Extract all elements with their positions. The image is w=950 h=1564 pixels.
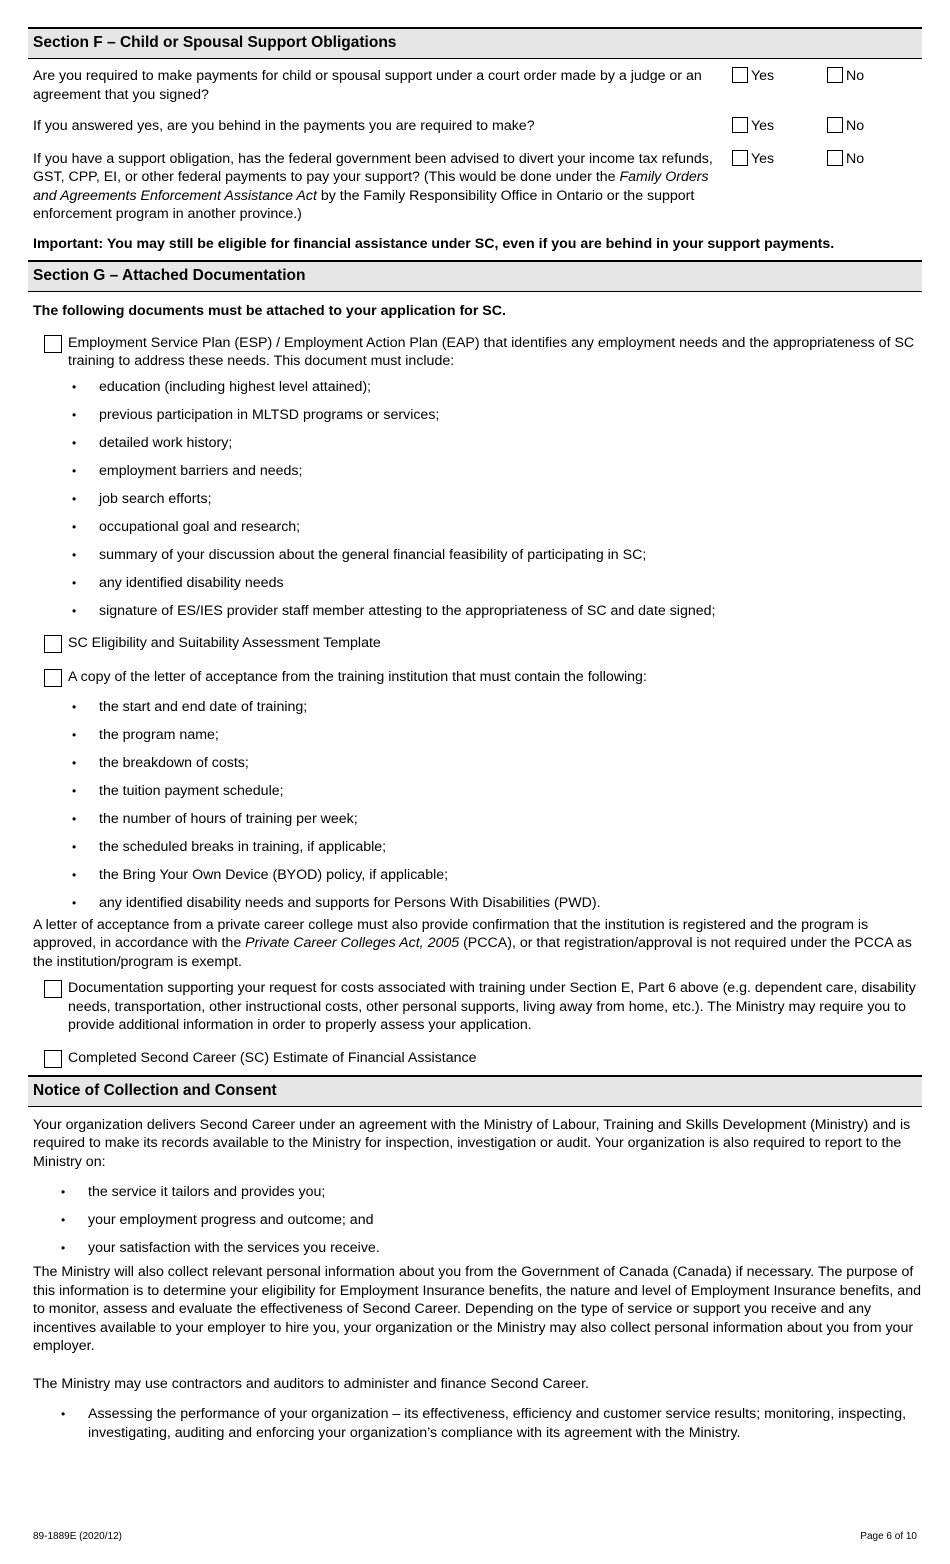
q3-no-option[interactable]: No (827, 150, 922, 169)
letter-label: A copy of the letter of acceptance from the training institution that must contain the following: (68, 668, 647, 685)
q1-yes-checkbox[interactable] (732, 67, 748, 83)
list-item: • the program name; (28, 726, 922, 754)
list-item: • your satisfaction with the services you receive. (28, 1239, 922, 1267)
template-item (28, 634, 922, 653)
list-item: • employment barriers and needs; (28, 462, 922, 490)
page-number: Page 6 of 10 (860, 1531, 917, 1542)
notice-paragraph-2: The Ministry will also collect relevant personal information about you from the Government of Canada (Canada) if necessary. The purpose of this information is to determine your eligibility for Employment Insurance benefits, the nature and level of Employment Insurance benefits, and to monitor, assess and evaluate the effectiveness of Second Career. Depending on the type of service or support you receive and any incentives available to your employer to hire you, your organization or the Ministry may also collect personal information about you from your employer. (33, 1264, 921, 1354)
q1-no-option[interactable]: No (827, 67, 922, 86)
list-item: • the scheduled breaks in training, if applicable; (28, 838, 922, 866)
section-g-header (28, 260, 922, 292)
section-f-title: Section F – Child or Spousal Support Obligations (33, 34, 397, 52)
list-item: • signature of ES/IES provider staff member attesting to the appropriateness of SC and date signed; (28, 602, 922, 630)
question-text: If you have a support obligation, has the federal government been advised to divert your income tax refunds, GST, CPP, EI, or other federal payments to pay your support? (This would be done under the Family Orders and Agreements Enforcement Assistance Act by the Family Responsibility Office in Ontario or the support enforcement program in another province.) (33, 150, 713, 222)
list-item: • the start and end date of training; (28, 698, 922, 726)
section-g-title: Section G – Attached Documentation (33, 267, 306, 285)
support-question-3 (28, 150, 922, 224)
notice-use-list (28, 1405, 922, 1442)
list-item: • previous participation in MLTSD programs or services; (28, 406, 922, 434)
esp-requirements-list (28, 378, 922, 630)
list-item: • summary of your discussion about the general financial feasibility of participating in SC; (28, 546, 922, 574)
list-item: • the breakdown of costs; (28, 754, 922, 782)
documentation-item (28, 979, 922, 1035)
list-item: • detailed work history; (28, 434, 922, 462)
list-item: • job search efforts; (28, 490, 922, 518)
q1-yes-option[interactable]: Yes (732, 67, 827, 86)
list-item: • occupational goal and research; (28, 518, 922, 546)
notice-paragraph-3: The Ministry may use contractors and auditors to administer and finance Second Career. (33, 1375, 589, 1392)
q2-yes-option[interactable]: Yes (732, 117, 827, 136)
page-footer (33, 1528, 917, 1547)
notice-report-list (28, 1183, 922, 1267)
documentation-label: Documentation supporting your request for costs associated with training under Section E, Part 6 above (e.g. dependent care, disability needs, transportation, other instructional costs, other personal supports, living away from home, etc.). The Ministry may require you to provide additional information in order to properly assess your application. (68, 980, 916, 1033)
q1-no-checkbox[interactable] (827, 67, 843, 83)
section-f-header (28, 27, 922, 59)
list-item: • the service it tailors and provides you; (28, 1183, 922, 1211)
list-item: • your employment progress and outcome; and (28, 1211, 922, 1239)
documentation-checkbox[interactable] (44, 980, 62, 998)
q3-no-checkbox[interactable] (827, 150, 843, 166)
template-label: SC Eligibility and Suitability Assessment Template (68, 634, 381, 651)
esp-checkbox[interactable] (44, 335, 62, 353)
esp-label: Employment Service Plan (ESP) / Employment Action Plan (EAP) that identifies any employment needs and the appropriateness of SC training to address these needs. This document must include: (68, 334, 915, 369)
q3-yes-option[interactable]: Yes (732, 150, 827, 169)
support-question-2 (28, 117, 922, 136)
list-item: • Assessing the performance of your organization – its effectiveness, efficiency and customer service results; monitoring, inspecting, investigating, auditing and enforcing your organization’s compliance with its agreement with the Ministry. (28, 1405, 922, 1442)
list-item: • any identified disability needs and supports for Persons With Disabilities (PWD). (28, 894, 922, 922)
notice-paragraph-1: Your organization delivers Second Career under an agreement with the Ministry of Labour, Training and Skills Development (Ministry) and is required to make its records available to the Ministry for inspection, investigation or audit. Your organization is also required to report to the Ministry on: (33, 1116, 911, 1170)
esp-item (28, 334, 922, 371)
important-note: Important: You may still be eligible for financial assistance under SC, even if you are behind in your support payments. (33, 235, 835, 252)
form-page (28, 27, 922, 1442)
q3-yes-checkbox[interactable] (732, 150, 748, 166)
notice-header (28, 1075, 922, 1107)
pcca-paragraph: A letter of acceptance from a private career college must also provide confirmation that the institution is registered and the program is approved, in accordance with the Private Career Colleges Act, 2005 (PCCA), or that registration/approval is not required under the PCCA as the institution/program is exempt. (33, 916, 912, 970)
estimate-checkbox[interactable] (44, 1050, 62, 1068)
template-checkbox[interactable] (44, 635, 62, 653)
question-text: Are you required to make payments for child or spousal support under a court order made by a judge or an agreement that you signed? (33, 68, 702, 103)
list-item: • any identified disability needs (28, 574, 922, 602)
form-id: 89-1889E (2020/12) (33, 1531, 122, 1542)
list-item: • the tuition payment schedule; (28, 782, 922, 810)
list-item: • the Bring Your Own Device (BYOD) policy, if applicable; (28, 866, 922, 894)
q2-no-option[interactable]: No (827, 117, 922, 136)
estimate-label: Completed Second Career (SC) Estimate of Financial Assistance (68, 1049, 477, 1066)
support-question-1 (28, 67, 922, 104)
section-g-intro: The following documents must be attached to your application for SC. (33, 303, 506, 319)
list-item: • the number of hours of training per week; (28, 810, 922, 838)
letter-item (28, 668, 922, 687)
estimate-item (28, 1049, 922, 1068)
q2-no-checkbox[interactable] (827, 117, 843, 133)
notice-title: Notice of Collection and Consent (33, 1081, 277, 1099)
question-text: If you answered yes, are you behind in the payments you are required to make? (33, 118, 535, 134)
letter-checkbox[interactable] (44, 669, 62, 687)
list-item: • education (including highest level attained); (28, 378, 922, 406)
letter-requirements-list (28, 698, 922, 922)
q2-yes-checkbox[interactable] (732, 117, 748, 133)
